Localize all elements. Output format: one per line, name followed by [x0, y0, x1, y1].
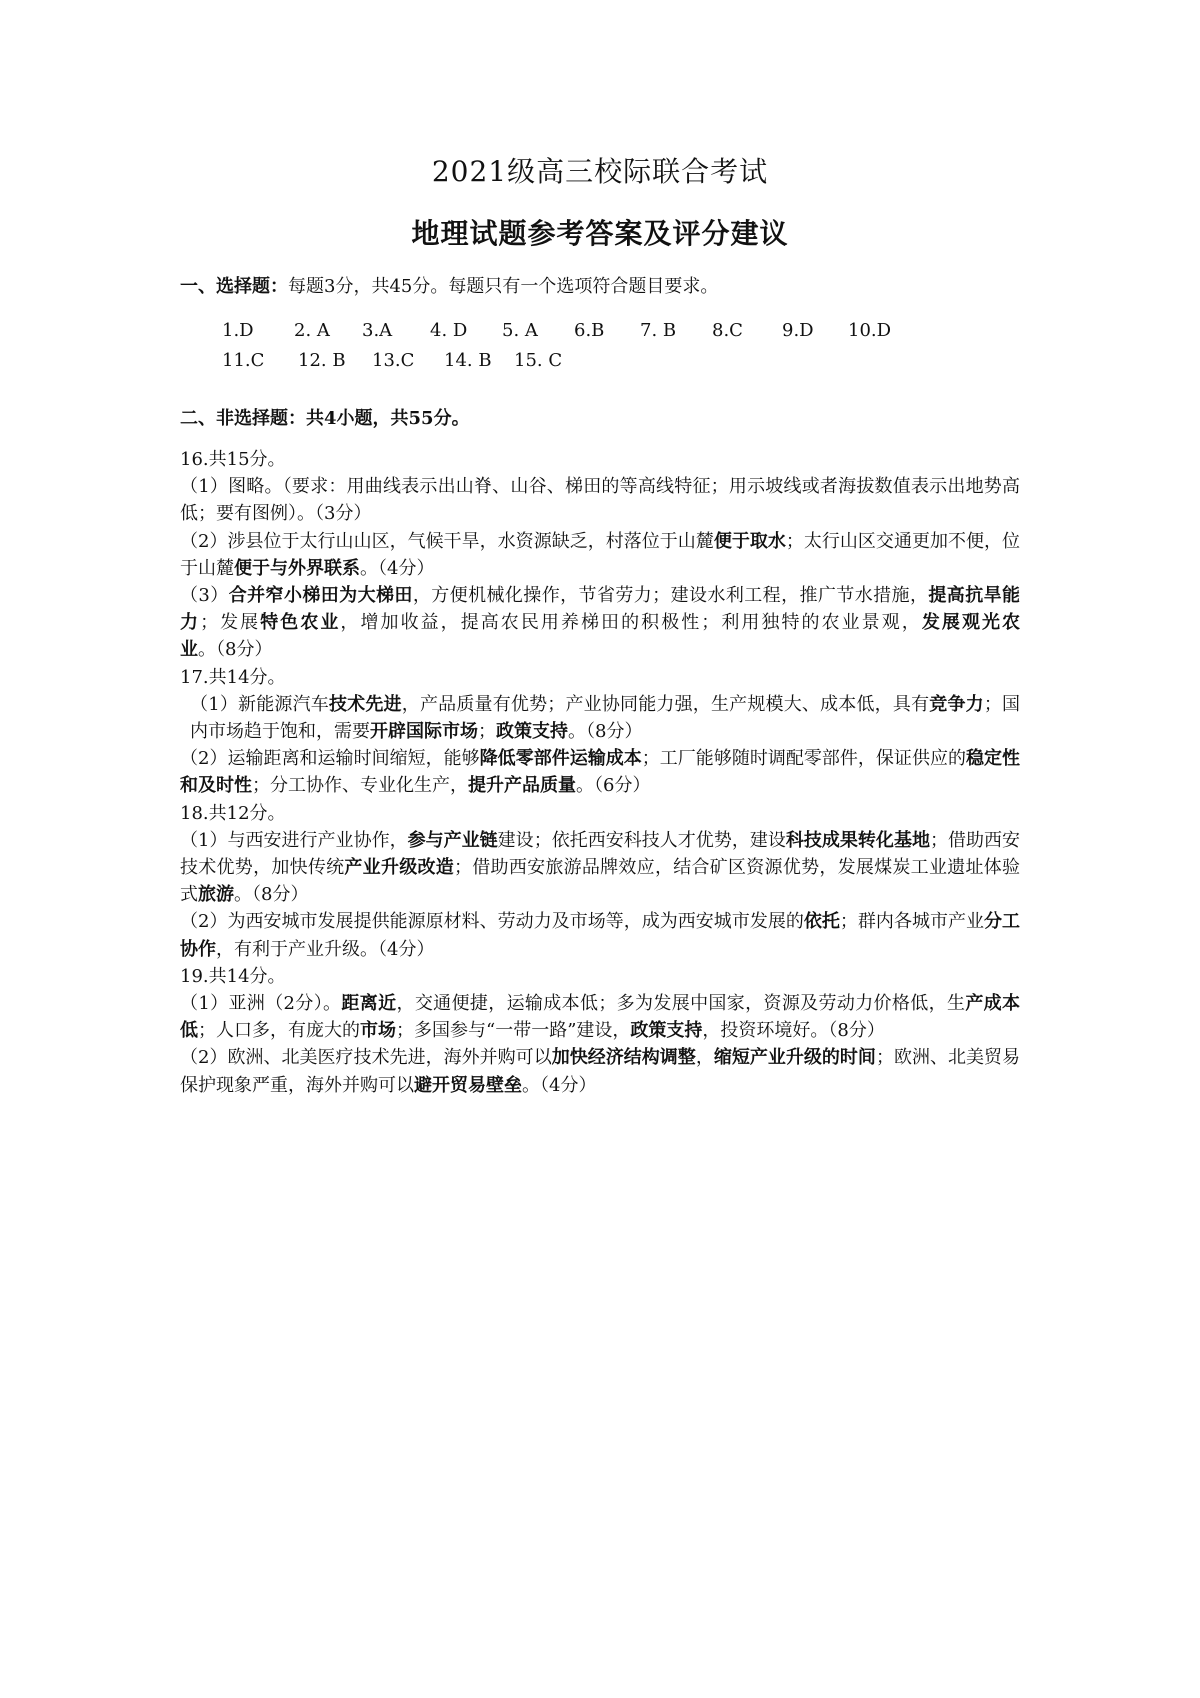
- answer-text: ；分工协作、专业化生产，: [252, 775, 468, 797]
- key-point: 稳定性和及时性: [180, 748, 1021, 797]
- key-point: 竞争力: [929, 693, 984, 715]
- answer-text: （2）为西安城市发展提供能源原材料、劳动力及市场等，成为西安城市发展的: [180, 911, 804, 933]
- q17-head: 17.共14分。: [180, 666, 286, 688]
- choice-answer: 9.D: [782, 320, 814, 341]
- answer-text: ，方便机械化操作，节省劳力；建设水利工程，推广节水措施，: [412, 585, 929, 607]
- answer-text: （1）与西安进行产业协作，: [180, 829, 408, 851]
- q16-head: 16.共15分。: [180, 449, 286, 470]
- answer-text: 。（8分）: [198, 639, 273, 661]
- answer-text: ；: [478, 721, 496, 743]
- answer-text: ；群内各城市产业: [839, 911, 985, 933]
- key-point: 便于与外界联系: [234, 557, 360, 579]
- key-point: 开辟国际市场: [370, 721, 478, 743]
- key-point: 参与产业链: [407, 829, 498, 851]
- answer-text: 。（4分）: [360, 557, 435, 579]
- section1-desc: 每题3分，共45分。每题只有一个选项符合题目要求。: [288, 276, 719, 297]
- key-point: 依托: [803, 911, 840, 933]
- answer-text: 。（8分）: [234, 884, 309, 906]
- answer-text: （2）运输距离和运输时间缩短，能够: [180, 748, 480, 770]
- answer-text: ；借助西安技术优势，加快传统: [180, 829, 1021, 879]
- key-point: 缩短产业升级的时间: [713, 1047, 876, 1069]
- key-point: 提升产品质量: [468, 775, 576, 797]
- q16-part3: [180, 582, 1020, 664]
- choice-answer: 11.C: [222, 350, 265, 371]
- answer-text: ，产品质量有优势；产业协同能力强，生产规模大、成本低，具有: [401, 693, 930, 715]
- exam-title: 2021级高三校际联合考试: [431, 155, 769, 188]
- choice-answer: 2. A: [294, 320, 330, 341]
- choice-answer: 5. A: [502, 320, 538, 341]
- key-point: 科技成果转化基地: [785, 829, 930, 851]
- choice-answer: 3.A: [362, 320, 393, 341]
- choice-answer: 1.D: [222, 320, 254, 341]
- answer-text: （2）涉县位于太行山山区，气候干旱，水资源缺乏，村落位于山麓: [180, 530, 714, 552]
- answer-text: ；发展: [200, 612, 261, 634]
- answer-text: ，投资环境好。（8分）: [702, 1020, 885, 1042]
- key-point: 合并窄小梯田为大梯田: [228, 585, 413, 607]
- choice-answer: 15. C: [514, 350, 563, 371]
- section1-header: [180, 272, 718, 298]
- key-point: 降低零部件运输成本: [479, 748, 642, 770]
- answer-text: （2）欧洲、北美医疗技术先进，海外并购可以: [180, 1047, 552, 1069]
- choice-answer: 7. B: [640, 320, 677, 341]
- key-point: 产成本低: [180, 993, 1021, 1042]
- answer-text: ；多国参与“一带一路”建设，: [396, 1020, 631, 1042]
- key-point: 政策支持: [630, 1020, 703, 1042]
- answer-text: 。（4分）: [522, 1074, 597, 1096]
- key-point: 政策支持: [496, 721, 568, 743]
- answer-text: 建设；依托西安科技人才优势，建设: [497, 829, 786, 851]
- answer-text: ；借助西安旅游品牌效应，结合矿区资源优势，发展煤炭工业遗址体验式: [180, 857, 1021, 906]
- choice-answer: 8.C: [712, 320, 743, 341]
- key-point: 距离近: [341, 993, 397, 1015]
- q18-part1: [180, 827, 1020, 909]
- exam-subtitle: 地理试题参考答案及评分建议: [411, 217, 789, 250]
- answer-body: [180, 446, 1020, 1099]
- answer-text: ；工厂能够随时调配零部件，保证供应的: [641, 748, 966, 770]
- section1-heading: 一、选择题：: [180, 276, 288, 297]
- q16-part1: （1）图略。（要求：用曲线表示出山脊、山谷、梯田的等高线特征；用示坡线或者海拔数值表示出地势高低；要有图例）。（3分）: [180, 476, 1020, 525]
- key-point: 产业升级改造: [344, 857, 455, 879]
- choice-answer: 12. B: [298, 350, 346, 371]
- q19-head: 19.共14分。: [180, 965, 286, 987]
- choice-answer: 13.C: [372, 350, 415, 371]
- answer-text: 。（6分）: [576, 775, 651, 797]
- choice-answer: 6.B: [574, 320, 605, 341]
- q19-part1: [180, 990, 1020, 1044]
- key-point: 特色农业: [260, 612, 341, 634]
- q17-part2: [180, 745, 1020, 799]
- answer-text: ，增加收益，提高农民用养梯田的积极性；利用独特的农业景观，: [340, 612, 922, 634]
- answer-text: （1）亚洲（2分）。: [180, 993, 342, 1015]
- answer-text: 。（8分）: [568, 721, 643, 743]
- answer-text: ，有利于产业升级。（4分）: [216, 938, 435, 960]
- key-point: 加快经济结构调整: [551, 1047, 696, 1069]
- key-point: 便于取水: [713, 530, 786, 552]
- answer-text: ；人口多，有庞大的: [198, 1020, 360, 1042]
- answer-text: （3）: [180, 585, 229, 607]
- answer-text: ，交通便捷，运输成本低；多为发展中国家，资源及劳动力价格低，生: [396, 993, 966, 1015]
- q17-part1: [180, 691, 1020, 745]
- q19-part2: [180, 1044, 1020, 1098]
- key-point: 技术先进: [328, 693, 402, 715]
- answer-text: ；欧洲、北美贸易保护现象严重，海外并购可以: [180, 1047, 1021, 1096]
- answer-text: ；国内市场趋于饱和，需要: [190, 693, 1021, 743]
- q16-part2: [180, 528, 1020, 582]
- answer-text: ，: [695, 1047, 714, 1069]
- answer-text: ；太行山区交通更加不便，位于山麓: [180, 530, 1021, 579]
- key-point: 避开贸易壁垒: [414, 1074, 522, 1096]
- choice-answer: 14. B: [444, 350, 492, 371]
- key-point: 提高抗旱能力: [180, 585, 1021, 634]
- choice-answer: 4. D: [430, 320, 468, 341]
- key-point: 旅游: [198, 884, 234, 906]
- section2-heading: 二、非选择题：共4小题，共55分。: [180, 408, 470, 429]
- q18-part2: [180, 908, 1020, 962]
- key-point: 分工协作: [180, 911, 1021, 960]
- key-point: 发展观光农业: [180, 612, 1021, 661]
- key-point: 市场: [360, 1020, 396, 1042]
- answer-text: （1）新能源汽车: [190, 693, 329, 715]
- choice-answer: 10.D: [848, 320, 892, 341]
- q18-head: 18.共12分。: [180, 802, 286, 824]
